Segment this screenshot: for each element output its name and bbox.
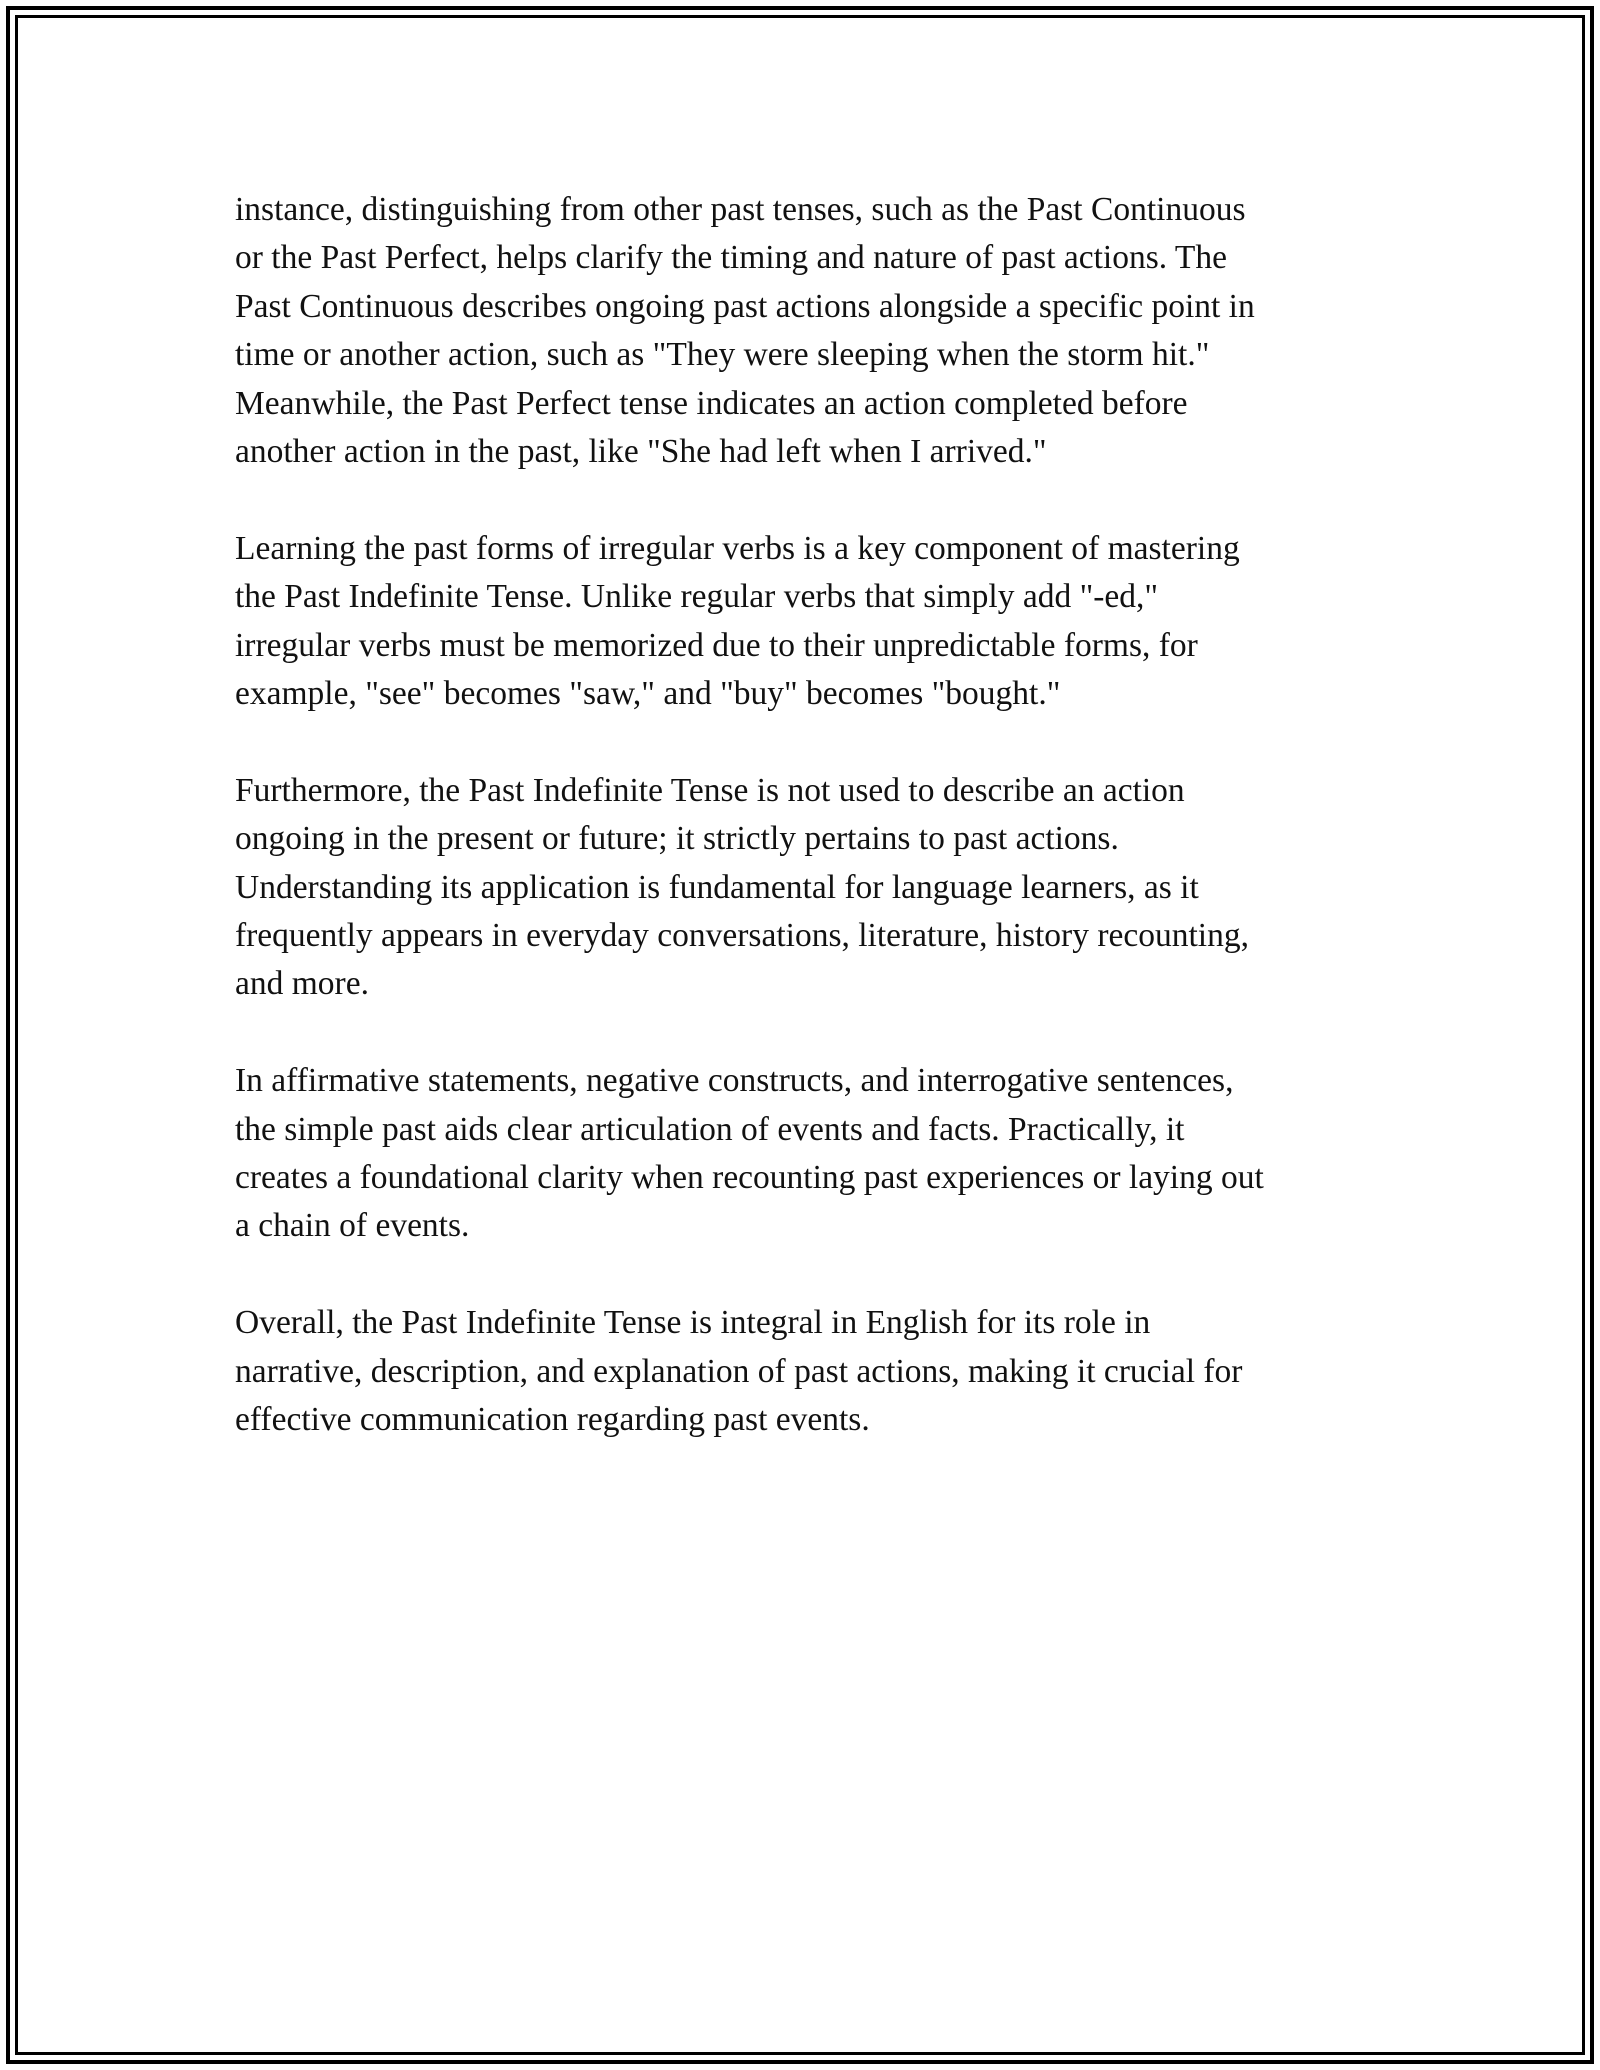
paragraph-conclusion: Overall, the Past Indefinite Tense is integral in English for its role in narrative, description, and explanation of past actions, making it crucial for effective communication regarding past events.: [235, 1304, 1243, 1439]
document-body: [235, 186, 1385, 1493]
paragraph-irregular-verbs: Learning the past forms of irregular verbs is a key component of mastering the Past Indefinite Tense. Unlike regular verbs that simply add "-ed," irregular verbs must be memorized due to their unpredictable forms, for example, "see" becomes "saw," and "buy" becomes "bought.": [235, 529, 1240, 713]
paragraph-usage-scope: Furthermore, the Past Indefinite Tense is not used to describe an action ongoing in the present or future; it strictly pertains to past actions. Understanding its application is fundamental for language learners, as it frequently appears in everyday conversations, literature, history recounting, and more.: [235, 771, 1249, 1003]
paragraph-sentence-types: In affirmative statements, negative constructs, and interrogative sentences, the simple past aids clear articulation of events and facts. Practically, it creates a foundational clarity when recounting past experiences or laying out a chain of events.: [235, 1062, 1264, 1245]
paragraph-past-tenses-comparison: instance, distinguishing from other past tenses, such as the Past Continuous or the Past Perfect, helps clarify the timing and nature of past actions. The Past Continuous describes ongoing past actions alongside a specific point in time or another action, such as "They were sleeping when the storm hit." Meanwhile, the Past Perfect tense indicates an action completed before another action in the past, like "She had left when I arrived.": [235, 191, 1255, 471]
